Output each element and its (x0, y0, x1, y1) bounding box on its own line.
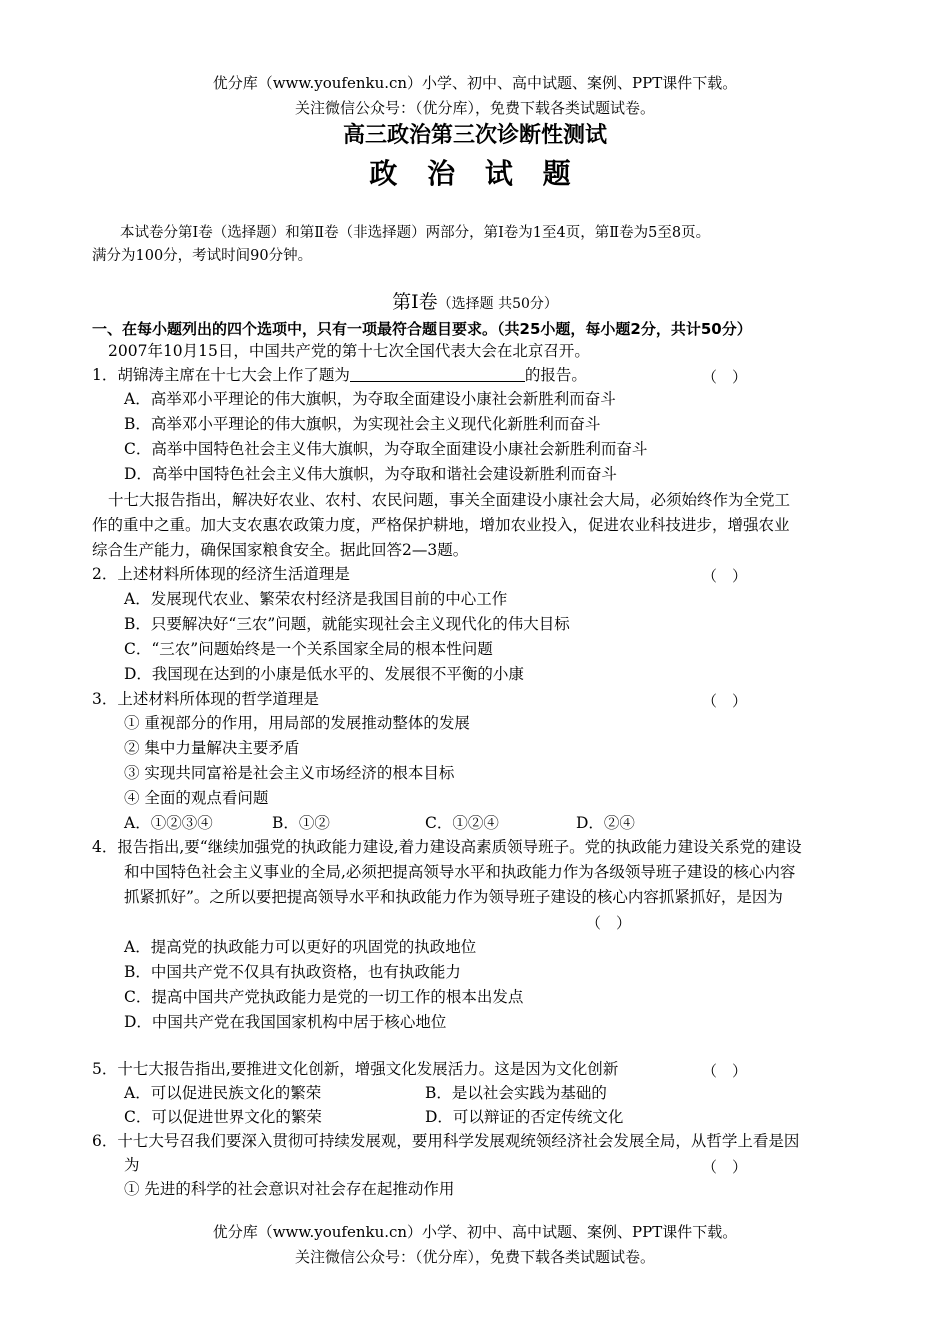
q2-answer-paren: （ ） (702, 567, 748, 585)
q1-stem (92, 364, 587, 386)
q1-stem-a: 1．胡锦涛主席在十七大会上作了题为 (92, 366, 350, 384)
q1-option-d: D．高举中国特色社会主义伟大旗帜，为夺取和谐社会建设新胜利而奋斗 (124, 465, 617, 483)
q5-answer-paren: （ ） (702, 1062, 748, 1080)
q3-item-1: ① 重视部分的作用，用局部的发展推动整体的发展 (124, 714, 470, 732)
footer-line-1: 优分库（www.youfenku.cn）小学、初中、高中试题、案例、PPT课件下载。 (212, 1223, 738, 1241)
q1-option-c: C．高举中国特色社会主义伟大旗帜，为夺取全面建设小康社会新胜利而奋斗 (124, 440, 648, 458)
section-name: 第Ⅰ卷 (392, 291, 438, 313)
footer-line-2: 关注微信公众号：（优分库），免费下载各类试题试卷。 (294, 1248, 655, 1266)
q3-item-4: ④ 全面的观点看问题 (124, 789, 269, 807)
q6-answer-paren: （ ） (702, 1158, 748, 1176)
q1-stem-b: 的报告。 (524, 366, 587, 384)
q3-option-c: C．①②④ (425, 814, 499, 832)
q5-option-d: D．可以辩证的否定传统文化 (425, 1108, 624, 1126)
instruction: 一、在每小题列出的四个选项中，只有一项最符合题目要求。（共25小题，每小题2分，共计50分） (92, 320, 752, 338)
q3-option-a: A．①②③④ (124, 814, 213, 832)
intro-line-2: 满分为100分，考试时间90分钟。 (92, 248, 313, 264)
q2-option-b: B．只要解决好“三农”问题，就能实现社会主义现代化的伟大目标 (124, 615, 570, 633)
material-2-line-3: 综合生产能力，确保国家粮食安全。据此回答2—3题。 (92, 541, 469, 559)
q4-answer-paren: （ ） (586, 914, 632, 932)
q4-option-c: C．提高中国共产党执政能力是党的一切工作的根本出发点 (124, 988, 524, 1006)
q3-answer-paren: （ ） (702, 692, 748, 710)
q1-option-b: B．高举邓小平理论的伟大旗帜，为实现社会主义现代化新胜利而奋斗 (124, 415, 601, 433)
q6-item-1: ① 先进的科学的社会意识对社会存在起推动作用 (124, 1180, 455, 1198)
q3-option-d: D．②④ (576, 814, 635, 832)
q6-stem-line-1: 6．十七大号召我们要深入贯彻可持续发展观，要用科学发展观统领经济社会发展全局，从哲学上看是因 (92, 1132, 800, 1150)
header-line-2: 关注微信公众号：（优分库），免费下载各类试题试卷。 (294, 99, 655, 117)
q3-option-b: B．①② (272, 814, 330, 832)
exam-title: 高三政治第三次诊断性测试 (342, 123, 607, 148)
q5-option-a: A．可以促进民族文化的繁荣 (124, 1084, 322, 1102)
q5-stem: 5．十七大报告指出,要推进文化创新，增强文化发展活力。这是因为文化创新 (92, 1060, 619, 1078)
q4-stem-line-1: 4．报告指出,要“继续加强党的执政能力建设,着力建设高素质领导班子。党的执政能力建设关系党的建设 (92, 838, 802, 856)
q3-stem: 3．上述材料所体现的哲学道理是 (92, 690, 319, 708)
section-heading (0, 287, 950, 314)
q4-stem-line-2: 和中国特色社会主义事业的全局,必须把提高领导水平和执政能力作为各级领导班子建设的核心内容 (124, 863, 796, 881)
header-line-1: 优分库（www.youfenku.cn）小学、初中、高中试题、案例、PPT课件下载。 (212, 74, 738, 92)
q4-option-b: B．中国共产党不仅具有执政资格，也有执政能力 (124, 963, 461, 981)
material-2-line-1: 十七大报告指出，解决好农业、农村、农民问题，事关全面建设小康社会大局，必须始终作为全党工 (108, 491, 791, 509)
q4-stem-line-3: 抓紧抓好”。之所以要把提高领导水平和执政能力作为领导班子建设的核心内容抓紧抓好，是因为 (124, 888, 783, 906)
material-2-line-2: 作的重中之重。加大支农惠农政策力度，严格保护耕地，增加农业投入，促进农业科技进步，增强农业 (92, 516, 790, 534)
q2-option-c: C．“三农”问题始终是一个关系国家全局的根本性问题 (124, 640, 493, 658)
q5-option-b: B．是以社会实践为基础的 (425, 1084, 607, 1102)
q2-option-d: D．我国现在达到的小康是低水平的、发展很不平衡的小康 (124, 665, 524, 683)
q2-option-a: A．发展现代农业、繁荣农村经济是我国目前的中心工作 (124, 590, 508, 608)
q4-option-d: D．中国共产党在我国国家机构中居于核心地位 (124, 1013, 447, 1031)
q6-stem-line-2: 为 (124, 1156, 140, 1174)
q3-item-3: ③ 实现共同富裕是社会主义市场经济的根本目标 (124, 764, 455, 782)
q2-stem: 2．上述材料所体现的经济生活道理是 (92, 565, 350, 583)
exam-subtitle: 政 治 试 题 (369, 157, 581, 190)
section-note: （选择题 共50分） (437, 296, 558, 312)
material-1: 2007年10月15日，中国共产党的第十七次全国代表大会在北京召开。 (108, 342, 590, 360)
q3-item-2: ② 集中力量解决主要矛盾 (124, 739, 300, 757)
intro-line-1: 本试卷分第Ⅰ卷（选择题）和第Ⅱ卷（非选择题）两部分，第Ⅰ卷为1至4页，第Ⅱ卷为5至8页。 (120, 225, 711, 241)
q4-option-a: A．提高党的执政能力可以更好的巩固党的执政地位 (124, 938, 477, 956)
q1-option-a: A．高举邓小平理论的伟大旗帜，为夺取全面建设小康社会新胜利而奋斗 (124, 390, 616, 408)
q1-blank (350, 365, 525, 382)
q5-option-c: C．可以促进世界文化的繁荣 (124, 1108, 322, 1126)
q1-answer-paren: （ ） (702, 368, 748, 386)
